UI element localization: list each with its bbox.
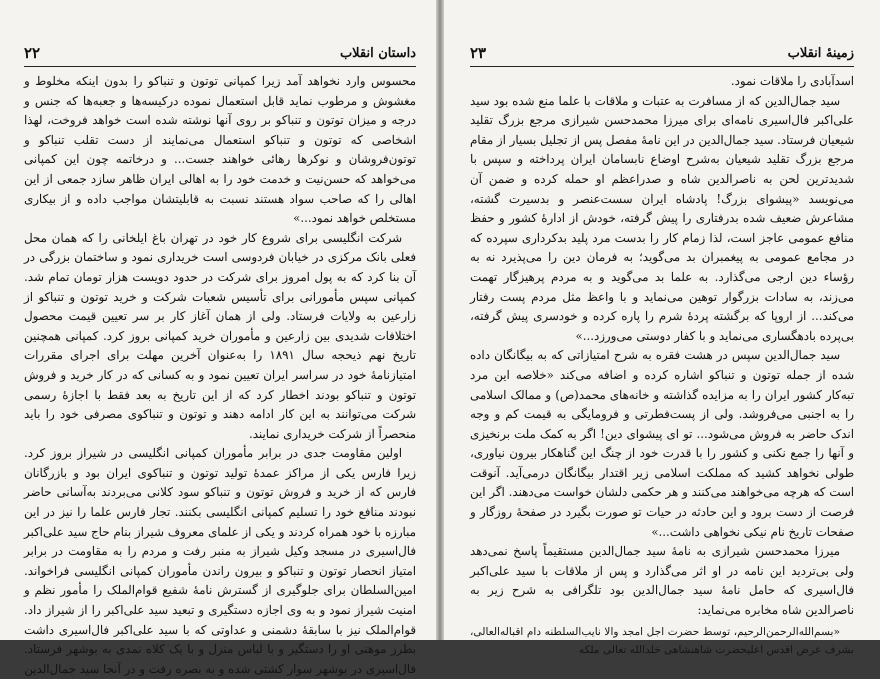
right-page [444, 0, 880, 656]
left-page-number: ۲۲ [24, 44, 41, 62]
right-paragraph-1: اسدآبادی را ملاقات نمود. [730, 74, 854, 88]
right-page-number: ۲۳ [470, 44, 487, 62]
right-paragraph-4: میرزا محمدحسن شیرازی به نامهٔ سید جمال‌الدین مستقیماً پاسخ نمی‌دهد ولی بی‌تردید این نامه در او اثر می‌گذارد و پس از ملاقات با سید علی‌اکبر فال‌اسیری که حامل نامهٔ سید جمال‌الدین بود تلگرافی به شرح زیر به ناصرالدین شاه مخابره می‌نماید: [470, 544, 854, 618]
left-page [0, 0, 436, 676]
right-page-body [470, 72, 854, 659]
left-paragraph-1: محسوس وارد نخواهد آمد زیرا کمپانی توتون و تنباکو را بدون اینکه مخلوط و مغشوش و مرطوب نماید قابل استعمال نموده درکیسه‌ها و جعبه‌ها که جنس و درجه و میزان توتون و تنباکو بر روی آنها نوشته شده است خواهد فروخت، لهذا اشخاصی که توتون و تنباکو استعمال می‌نمایند از دست تقلب تنباکو و توتون‌فروشان و نوکرها رهائی خواهند جست... و درخاتمه چون این کمپانی می‌خواهد که حسن‌نیت و خدمت خود را به اهالی ایران ظاهر سازد جمعی از این اهالی را که صاحب سواد هستند نسبت به قابلیتشان مواجب داده و از بیکاری مستخلص خواهد نمود...» [24, 74, 416, 226]
right-page-header [470, 44, 854, 67]
right-paragraph-3: سید جمال‌الدین سپس در هشت فقره به شرح امتیازاتی که به بیگانگان داده شده از جمله توتون و تنباکو اشاره کرده و اضافه می‌کند «خلاصه این مرد تبه‌کار کشور ایران را به مزایده گذاشته و خانه‌های محمد(ص) و ممالک اسلامی را به اجنبی می‌فروشد. ولی از پست‌فطرتی و فرومایگی به قیمت کم و وجه اندک حاضر به فروش می‌شود... تو ای پیشوای دین! اگر به کمک ملت برنخیزی و آنها را جمع نکنی و کشور را با قدرت خود از چنگ این گناهکار بیرون نیاوری، طولی نخواهد کشید که مملکت اسلامی زیر اقتدار بیگانگان درمی‌آید. آنوقت است که هرچه می‌خواهند می‌کنند و هر حکمی دلشان خواست می‌دهند. اگر این فرصت از دست برود و این حادثه در حیات تو صورت بگیرد در صفحهٔ روزگار و صفحات تاریخ نام نیکی نخواهی داشت...» [470, 348, 854, 539]
right-paragraph-2: سید جمال‌الدین که از مسافرت به عتبات و ملاقات با علما منع شده بود سید علی‌اکبر فال‌اسیری نامه‌ای برای میرزا محمدحسن شیرازی مرجع بزرگ تقلید شیعیان فرستاد. سید جمال‌الدین در این نامهٔ مفصل پس از تجلیل بسیار از مقام مرجع بزرگ تقلید شیعیان به‌شرح اوضاع نابسامان ایران پرداخته و سپس با شدیدترین لحن به ناصرالدین شاه و صدراعظم او حمله کرده و ضمن آن می‌نویسد «پیشوای بزرگ! پادشاه ایران سست‌عنصر و بدسیرت گشته، مشاعرش ضعیف شده بدرفتاری را پیش گرفته، خودش از ادارهٔ کشور و حفظ منافع عمومی عاجز است، لذا زمام کار را بدست مرد پلید بدکرداری سپرده که در مجامع عمومی به پیغمبران بد می‌گوید؛ به فرمان دین را می‌پذیرد نه به رؤساء دین ارجی می‌گذارد. به علما بد می‌گوید و به مردم پرهیزگار تهمت می‌زند، به سادات بزرگوار توهین می‌نماید و با واعظ مثل مردم پست رفتار می‌کند... از اروپا که برگشته پردهٔ شرم را پاره کرده و خودسری پیش گرفته، بی‌پرده بادهگساری می‌نماید و با کفار دوستی می‌ورزد...» [469, 93, 854, 343]
left-page-body [24, 72, 416, 679]
right-paragraph-5: «بسم‌الله‌الرحمن‌الرحیم، توسط حضرت اجل امجد والا نایب‌السلطنه دام اقباله‌العالی، بشرف عرض اقدس اعلیحضرت شاهنشاهی خلدالله تعالی ملکه [470, 625, 854, 656]
left-paragraph-3: اولین مقاومت جدی در برابر مأموران کمپانی انگلیسی در شیراز بروز کرد. زیرا فارس یکی از مراکز عمدهٔ تولید توتون و تنباکوی ایران بود و بازرگانان فارس که از خرید و فروش توتون و تنباکو سود کلانی می‌بردند به‌آسانی حاضر نبودند منافع خود را تسلیم کمپانی انگلیسی بکنند. تجار فارس علما را نیز در این مبارزه با خود همراه کردند و یکی از علمای معروف شیراز بنام حاج سید علی‌اکبر فال‌اسیری در مسجد وکیل شیراز به منبر رفت و مردم را به مقاومت در برابر امتیاز انحصار توتون و تنباکو و بیرون راندن مأموران کمپانی انگلیسی فراخواند. امین‌السلطان برای جلوگیری از گسترش نامهٔ شفیع قوام‌الملک را مأمور نظم و امنیت شیراز نمود و به وی اجازه دستگیری و تبعید سید علی‌اکبر را از شیراز داد. قوام‌الملک نیز با سابقهٔ دشمنی و عداوتی که با سید علی‌اکبر فال‌اسیری داشت بطرز موهنی او را دستگیر و با لباس منزل و با یک کلاه نمدی به بوشهر فرستاد. فال‌اسیری در بوشهر سوار کشتی شده و به بصره رفت و در آنجا سید جمال‌الدین [24, 446, 416, 676]
left-page-header [24, 44, 416, 67]
left-running-title: داستان انقلاب [339, 46, 416, 61]
left-paragraph-2: شرکت انگلیسی برای شروع کار خود در تهران باغ ایلخانی را که همان محل فعلی بانک مرکزی در خیابان فردوسی است خریداری نمود و ساختمان بزرگی در آن بنا کرد که به پول امروز برای شرکت در حدود دویست هزار تومان تمام شد. کمپانی سپس مأمورانی برای تأسیس شعبات شرکت و خرید توتون و تنباکو از زارعین به ولایات فرستاد. ولی از همان آغاز کار بر سر تعیین قیمت محصول اختلافات شدیدی بین زارعین و مأموران خرید کمپانی بروز کرد. کمپانی همچنین تاریخ نهم ذیحجه سال ۱۸۹۱ را به‌عنوان آخرین مهلت برای اجرای مقررات امتیازنامهٔ خود در سراسر ایران تعیین نمود و به کسانی که در کار خرید و فروش توتون و تنباکو بودند اخطار کرد که از این تاریخ به بعد فقط با اجازهٔ رسمی شرکت می‌توانند به این کار ادامه دهند و توتون و تنباکوی مصرفی خود را باید منحصراً از شرکت خریداری نمایند. [24, 230, 416, 441]
book-gutter [436, 0, 444, 640]
right-running-title: زمینهٔ انقلاب [787, 46, 854, 61]
